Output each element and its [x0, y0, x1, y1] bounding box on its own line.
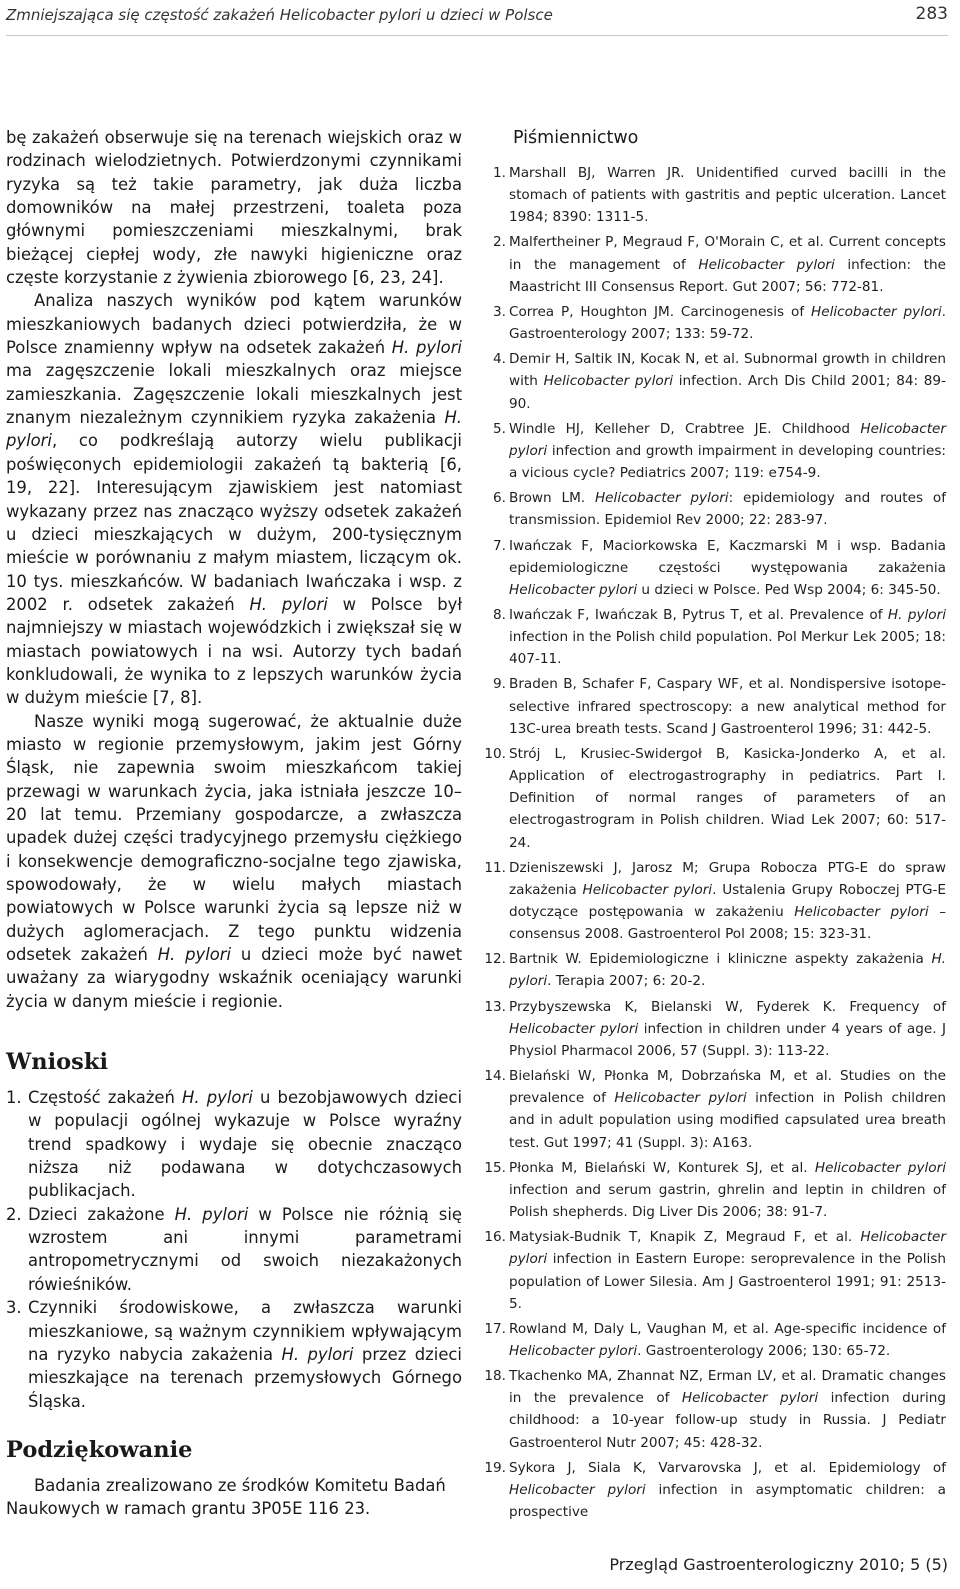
- discussion-text: [6, 126, 462, 1013]
- reference-item: [490, 487, 946, 531]
- item-text: Częstość zakażeń H. pylori u bezobjawowych dzieci w populacji ogólnej wykazuje w Polsce wyraźny trend spadkowy i wydaje się obecnie znacząco niższa niż podawana w dotychczasowych publikacjach.: [28, 1088, 463, 1201]
- reference-text: Matysiak-Budnik T, Knapik Z, Megraud F, et al. Helicobacter pylori infection in Eastern Europe: seroprevalence in the Polish population of Lower Silesia. Am J Gastroenterol 1991; 91: 2513-5.: [509, 1229, 946, 1312]
- item-text: Czynniki środowiskowe, a zwłaszcza warunki mieszkaniowe, są ważnym czynnikiem wpływającym na ryzyko nabycia zakażenia H. pylori przez dzieci mieszkające na terenach przemysłowych Górnego Śląska.: [28, 1298, 462, 1411]
- item-text: Dzieci zakażone H. pylori w Polsce nie różnią się wzrostem ani innymi parametrami antropometrycznymi od swoich niezakażonych rówieśników.: [28, 1204, 462, 1294]
- item-number: 1.: [6, 1088, 22, 1108]
- reference-item: [490, 604, 946, 670]
- reference-text: Brown LM. Helicobacter pylori: epidemiology and routes of transmission. Epidemiol Rev 2000; 22: 283-97.: [509, 490, 946, 529]
- list-item: [6, 1203, 462, 1296]
- reference-number: 6.: [493, 490, 506, 507]
- list-item: [6, 1296, 462, 1413]
- reference-number: 19.: [484, 1459, 506, 1476]
- reference-item: [484, 1065, 946, 1154]
- reference-text: Braden B, Schafer F, Caspary WF, et al. Nondispersive isotope-selective infrared spectroscopy: a new analytical method for 13C-urea breath tests. Scand J Gastroenterol 1996; 31: 442-5.: [509, 676, 946, 737]
- reference-text: Bielański W, Płonka M, Dobrzańska M, et al. Studies on the prevalence of Helicobacter pylori infection in Polish children and in adult population using modified capsulated urea breath test. Gut 1997; 41 (Suppl. 3): A163.: [509, 1068, 946, 1151]
- reference-item: [484, 857, 946, 946]
- reference-text: Sykora J, Siala K, Varvarovska J, et al. Epidemiology of Helicobacter pylori infection in asymptomatic children: a prospective: [509, 1459, 946, 1521]
- reference-number: 14.: [484, 1068, 506, 1085]
- reference-item: [484, 1157, 946, 1223]
- references-list: [484, 162, 946, 1523]
- reference-text: Marshall BJ, Warren JR. Unidentified curved bacilli in the stomach of patients with gastritis and peptic ulceration. Lancet 1984; 8390: 1311-5.: [509, 165, 946, 226]
- reference-text: Rowland M, Daly L, Vaughan M, et al. Age-specific incidence of Helicobacter pylori. Gastroenterology 2006; 130: 65-72.: [509, 1320, 946, 1359]
- header-rule: [6, 35, 948, 36]
- item-number: 3.: [6, 1298, 22, 1318]
- conclusions-list: [6, 1086, 462, 1413]
- reference-number: 17.: [484, 1320, 506, 1337]
- acknowledgement-heading: Podziękowanie: [6, 1436, 193, 1463]
- reference-number: 10.: [484, 745, 506, 762]
- reference-number: 7.: [493, 537, 506, 554]
- reference-item: [484, 1365, 946, 1454]
- reference-number: 4.: [493, 351, 506, 368]
- reference-text: Przybyszewska K, Bielanski W, Fyderek K. Frequency of Helicobacter pylori infection in children under 4 years of age. J Physiol Pharmacol 2006, 57 (Suppl. 3): 113-22.: [509, 998, 946, 1059]
- reference-item: [490, 231, 946, 297]
- reference-item: [484, 948, 946, 992]
- reference-number: 16.: [484, 1229, 506, 1246]
- reference-number: 8.: [493, 606, 506, 623]
- reference-item: [490, 162, 946, 228]
- reference-number: 11.: [484, 859, 506, 876]
- page-number: 283: [915, 4, 948, 24]
- reference-text: Dzieniszewski J, Jarosz M; Grupa Robocza PTG-E do spraw zakażenia Helicobacter pylori. Ustalenia Grupy Roboczej PTG-E dotyczące postępowania w zakażeniu Helicobacter pylori – consensus 2008. Gastroenterol Pol 2008; 15: 323-31.: [509, 859, 946, 943]
- reference-text: Bartnik W. Epidemiologiczne i kliniczne aspekty zakażenia H. pylori. Terapia 2007; 6: 20-2.: [509, 951, 946, 990]
- item-number: 2.: [6, 1204, 22, 1224]
- reference-item: [484, 1457, 946, 1523]
- reference-item: [490, 348, 946, 414]
- reference-text: Iwańczak F, Maciorkowska E, Kaczmarski M i wsp. Badania epidemiologiczne częstości występowania zakażenia Helicobacter pylori u dzieci w Polsce. Ped Wsp 2004; 6: 345-50.: [509, 537, 946, 598]
- reference-text: Iwańczak F, Iwańczak B, Pytrus T, et al. Prevalence of H. pylori infection in the Polish child population. Pol Merkur Lek 2005; 18: 407-11.: [509, 606, 946, 668]
- reference-item: [484, 1318, 946, 1362]
- reference-item: [484, 1226, 946, 1315]
- reference-item: [490, 418, 946, 484]
- reference-number: 9.: [493, 676, 506, 693]
- reference-number: 5.: [493, 420, 506, 437]
- reference-text: Płonka M, Bielański W, Konturek SJ, et al. Helicobacter pylori infection and serum gastrin, ghrelin and leptin in children of Polish shepherds. Dig Liver Dis 2006; 38: 91-7.: [509, 1159, 946, 1221]
- acknowledgement-text: Badania zrealizowano ze środków Komitetu Badań Naukowych w ramach grantu 3P05E 116 23.: [6, 1475, 446, 1519]
- reference-number: 12.: [484, 951, 506, 968]
- left-column: [6, 126, 462, 1521]
- journal-footer: Przegląd Gastroenterologiczny 2010; 5 (5): [609, 1555, 948, 1574]
- reference-item: [490, 535, 946, 601]
- references-heading: Piśmiennictwo: [513, 128, 639, 148]
- reference-item: [490, 673, 946, 739]
- reference-text: Demir H, Saltik IN, Kocak N, et al. Subnormal growth in children with Helicobacter pylori infection. Arch Dis Child 2001; 84: 89-90.: [509, 351, 946, 412]
- right-column: [484, 126, 946, 1526]
- reference-number: 13.: [484, 998, 506, 1015]
- reference-item: [490, 301, 946, 345]
- reference-text: Malfertheiner P, Megraud F, O'Morain C, et al. Current concepts in the management of Helicobacter pylori infection: the Maastricht III Consensus Report. Gut 2007; 56: 772-81.: [509, 234, 946, 295]
- running-head: [6, 0, 948, 30]
- reference-text: Windle HJ, Kelleher D, Crabtree JE. Childhood Helicobacter pylori infection and growth impairment in developing countries: a vicious cycle? Pediatrics 2007; 119: e754-9.: [509, 420, 946, 482]
- reference-number: 15.: [484, 1159, 506, 1176]
- reference-item: [484, 996, 946, 1062]
- reference-number: 18.: [484, 1368, 506, 1385]
- paragraph: Analiza naszych wyników pod kątem warunków mieszkaniowych badanych dzieci potwierdziła, że w Polsce znamienny wpływ na odsetek zakażeń H. pylori ma zagęszczenie lokali mieszkalnych oraz miejsce zamieszkania. Zagęszczenie lokali mieszkalnych jest znanym niezależnym czynnikiem ryzyka zakażenia H. pylori, co podkreślają autorzy wielu publikacji poświęconych epidemiologii zakażeń tą bakterią [6, 19, 22]. Interesującym zjawiskiem jest natomiast wykazany przez nas znacząco wyższy odsetek zakażeń u dzieci mieszkających w dużym, 200-tysięcznym mieście w porównaniu z małym miastem, liczącym ok. 10 tys. mieszkańców. W badaniach Iwańczaka i wsp. z 2002 r. odsetek zakażeń H. pylori w Polsce był najmniejszy w miastach wojewódzkich i zwiększał się w miastach powiatowych i na wsi. Autorzy tych badań konkludowali, że wynika to z lepszych warunków życia w dużym mieście [7, 8].: [6, 291, 462, 708]
- reference-text: Strój L, Krusiec-Swidergoł B, Kasicka-Jonderko A, et al. Application of electrogastrography in pediatrics. Part I. Definition of normal ranges of parameters of an electrogastrogram in Polish children. Wiad Lek 2007; 60: 517-24.: [509, 745, 946, 851]
- reference-number: 1.: [493, 165, 506, 181]
- conclusions-heading: Wnioski: [6, 1049, 108, 1076]
- paragraph: Nasze wyniki mogą sugerować, że aktualnie duże miasto w regionie przemysłowym, jakim jest Górny Śląsk, nie zapewnia swoim mieszkańcom takiej przewagi w warunkach życia, jaka istniała jeszcze 10–20 lat temu. Przemiany gospodarcze, a zwłaszcza upadek dużej części tradycyjnego przemysłu ciężkiego i konsekwencje demograficzno-socjalne tego zjawiska, spowodowały, że w wielu małych miastach powiatowych w Polsce warunki życia są lepsze niż w dużych aglomeracjach. Z tego punktu widzenia odsetek zakażeń H. pylori u dzieci może być nawet uważany za wiarygodny wskaźnik oceniający warunki życia w danym mieście i regionie.: [6, 711, 463, 1011]
- reference-number: 3.: [493, 303, 506, 320]
- list-item: [6, 1086, 462, 1203]
- reference-text: Tkachenko MA, Zhannat NZ, Erman LV, et al. Dramatic changes in the prevalence of Helicobacter pylori infection during childhood: a 10-year follow-up study in Russia. J Pediatr Gastroenterol Nutr 2007; 45: 428-32.: [509, 1368, 946, 1451]
- reference-number: 2.: [493, 234, 506, 251]
- paragraph: bę zakażeń obserwuje się na terenach wiejskich oraz w rodzinach wielodzietnych. Potwierdzonymi czynnikami ryzyka są też takie parametry, jak duża liczba domowników na małej przestrzeni, toaleta poza głównymi pomieszczeniami mieszkalnymi, brak bieżącej ciepłej wody, złe nawyki higieniczne oraz częste korzystanie z żywienia zbiorowego [6, 23, 24].: [6, 128, 462, 288]
- running-title: Zmniejszająca się częstość zakażeń Helicobacter pylori u dzieci w Polsce: [6, 6, 553, 24]
- reference-item: [484, 743, 946, 854]
- reference-text: Correa P, Houghton JM. Carcinogenesis of Helicobacter pylori. Gastroenterology 2007; 133: 59-72.: [509, 303, 946, 343]
